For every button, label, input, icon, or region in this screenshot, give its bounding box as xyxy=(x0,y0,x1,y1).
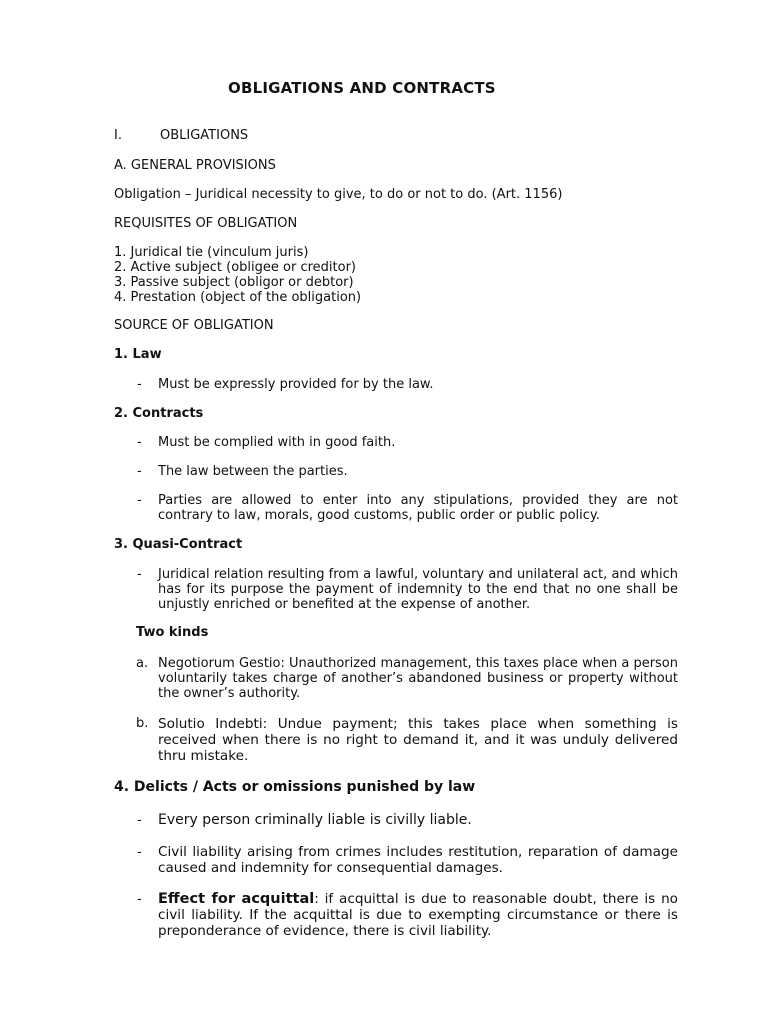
bullet-dash: - xyxy=(137,845,142,860)
section-title: OBLIGATIONS xyxy=(160,128,249,143)
delicts-heading: 4. Delicts / Acts or omissions punished by law xyxy=(114,779,476,795)
solutio-indebti-item: Solutio Indebti: Undue payment; this takes place when something is received when there is no right to demand it, and it was unduly delivered thru mistake. xyxy=(158,716,678,764)
document-title: OBLIGATIONS AND CONTRACTS xyxy=(228,79,496,97)
list-item: 4. Prestation (object of the obligation) xyxy=(114,290,362,305)
acquittal-label: Effect for acquittal xyxy=(158,891,315,907)
bullet-dash: - xyxy=(137,813,142,828)
quasi-contract-heading: 3. Quasi-Contract xyxy=(114,537,243,552)
list-item: 2. Active subject (obligee or creditor) xyxy=(114,260,356,275)
contracts-bullet: The law between the parties. xyxy=(158,464,348,479)
requisites-heading: REQUISITES OF OBLIGATION xyxy=(114,216,298,231)
section-number: I. xyxy=(114,128,122,143)
acquittal-text: : if acquittal is due to reasonable doubt, there is no civil liability. If the acquittal is due to exempting circumstance or there is preponderance of evidence, there is civil liability. xyxy=(158,891,678,939)
sources-heading: SOURCE OF OBLIGATION xyxy=(114,318,274,333)
kind-marker: b. xyxy=(136,716,149,731)
contracts-bullet: Parties are allowed to enter into any stipulations, provided they are not contrary to law, morals, good customs, public order or public policy. xyxy=(158,493,678,523)
bullet-dash: - xyxy=(137,377,142,392)
delicts-bullet: Every person criminally liable is civilly liable. xyxy=(158,812,472,828)
delicts-bullet: Civil liability arising from crimes includes restitution, reparation of damage caused and indemnity for consequential damages. xyxy=(158,844,678,876)
bullet-dash: - xyxy=(137,567,142,582)
acquittal-paragraph xyxy=(158,891,678,939)
negotiorum-gestio-item: Negotiorum Gestio: Unauthorized management, this taxes place when a person voluntarily takes charge of another’s abandoned business or property without the owner’s authority. xyxy=(158,656,678,701)
kind-marker: a. xyxy=(136,656,149,671)
contracts-bullet: Must be complied with in good faith. xyxy=(158,435,396,450)
bullet-dash: - xyxy=(137,464,142,479)
quasi-contract-bullet: Juridical relation resulting from a lawful, voluntary and unilateral act, and which has for its purpose the payment of indemnity to the end that no one shall be unjustly enriched or benefited at the expense of another. xyxy=(158,567,678,612)
two-kinds-heading: Two kinds xyxy=(136,625,209,640)
list-item: 1. Juridical tie (vinculum juris) xyxy=(114,245,309,260)
obligation-definition: Obligation – Juridical necessity to give, to do or not to do. (Art. 1156) xyxy=(114,187,563,202)
general-provisions-heading: A. GENERAL PROVISIONS xyxy=(114,158,276,173)
bullet-dash: - xyxy=(137,493,142,508)
bullet-dash: - xyxy=(137,435,142,450)
requisites-list xyxy=(114,245,361,305)
law-bullet: Must be expressly provided for by the law. xyxy=(158,377,434,392)
contracts-heading: 2. Contracts xyxy=(114,406,204,421)
law-heading: 1. Law xyxy=(114,347,162,362)
list-item: 3. Passive subject (obligor or debtor) xyxy=(114,275,354,290)
bullet-dash: - xyxy=(137,892,142,907)
